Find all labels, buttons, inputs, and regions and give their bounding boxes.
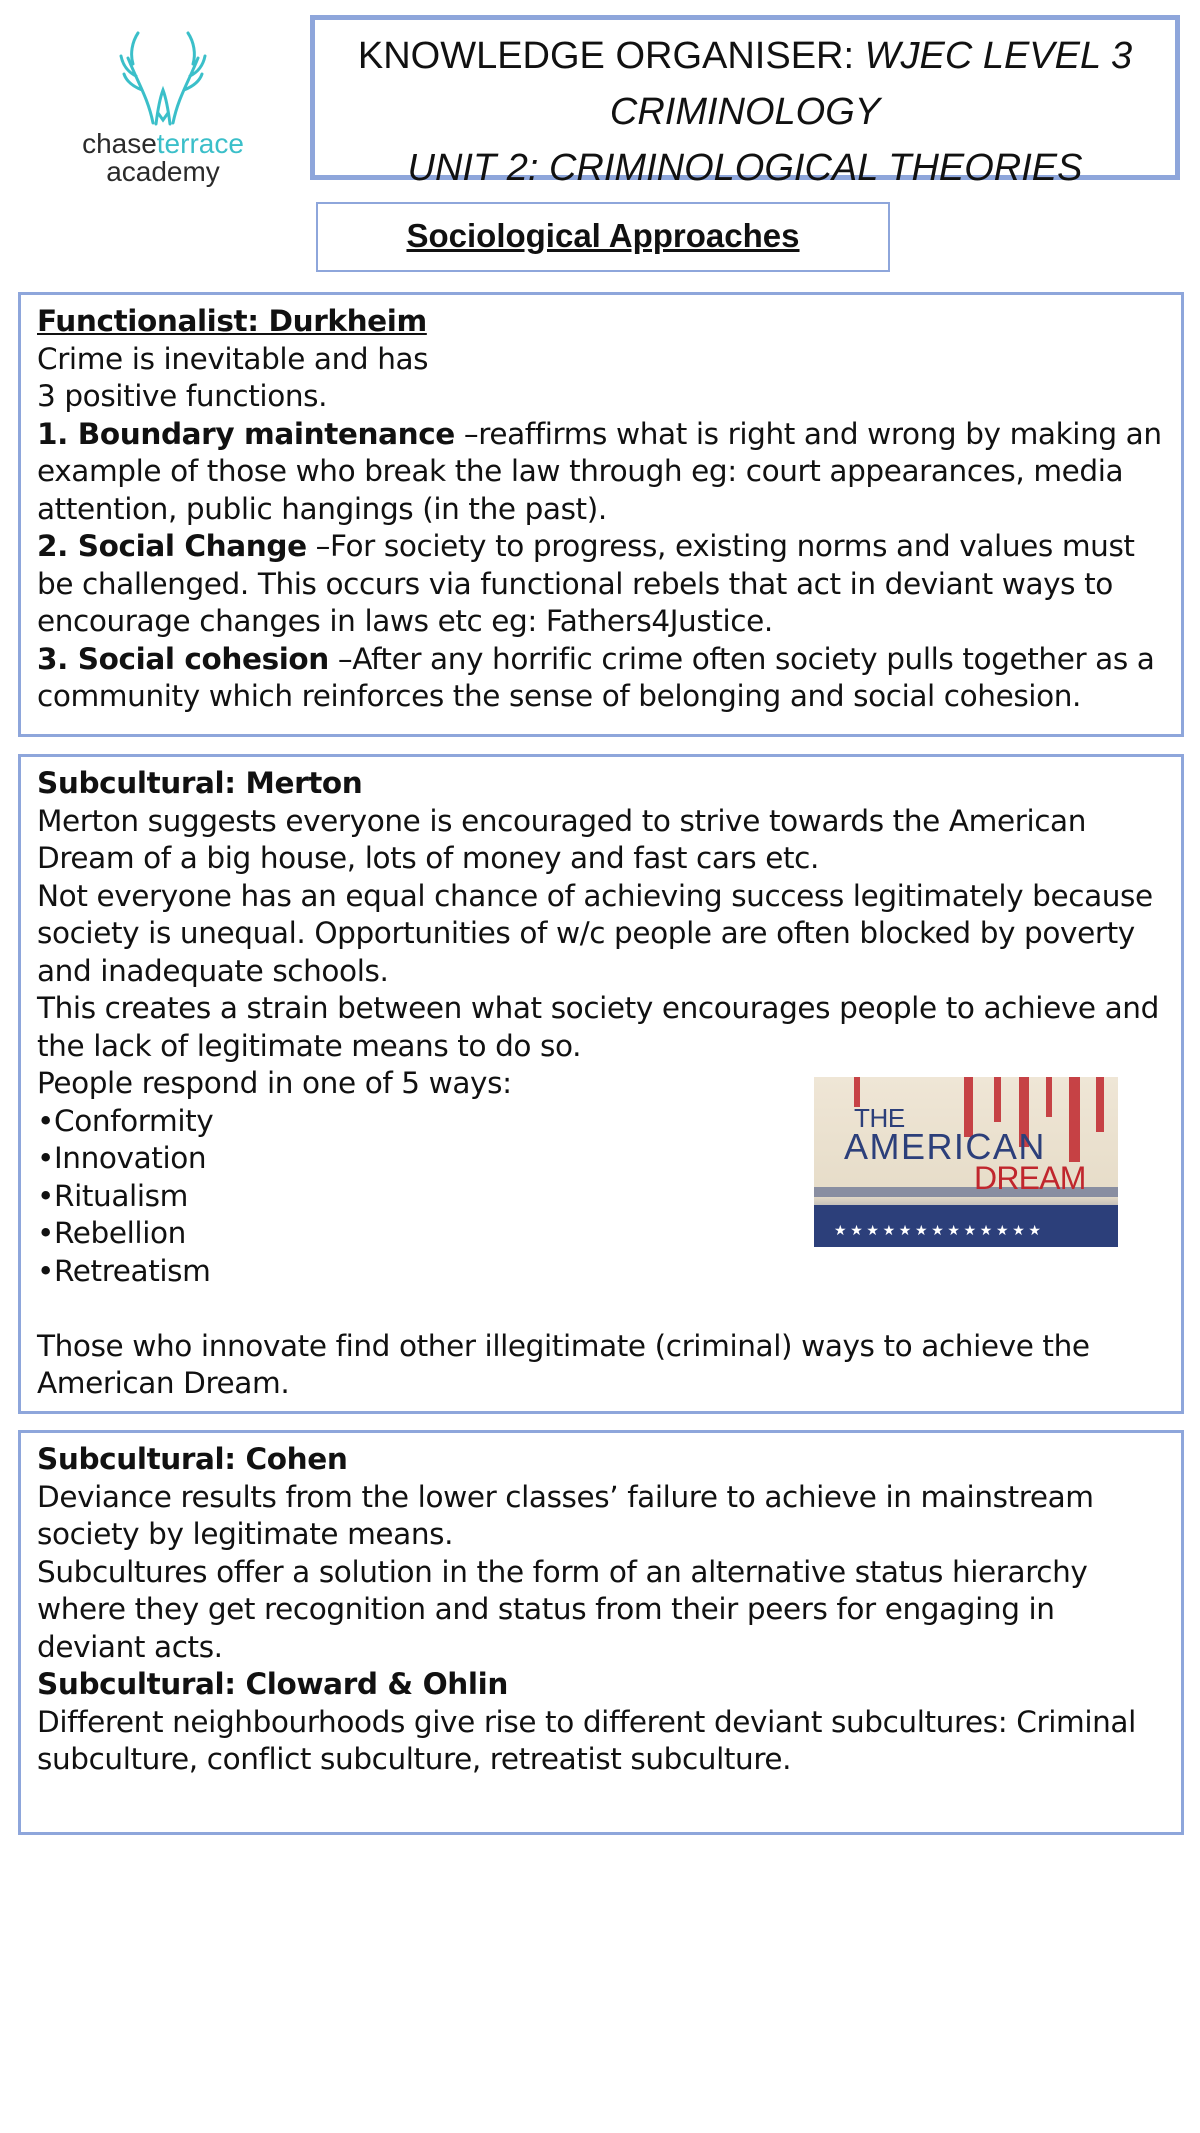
function-social-cohesion xyxy=(37,641,1165,716)
cloward-ohlin-heading: Subcultural: Cloward & Ohlin xyxy=(37,1667,508,1701)
logo-name-part1: chase xyxy=(82,128,157,159)
merton-paragraph-5: Those who innovate find other illegitimate (criminal) ways to achieve the American Dream. xyxy=(37,1328,1090,1400)
section-title: Sociological Approaches xyxy=(316,202,890,272)
cohen-paragraph-2: Subcultures offer a solution in the form of an alternative status hierarchy where they get recognition and status from their peers for engaging in deviant acts. xyxy=(37,1554,1088,1664)
function3-text: –After any horrific crime often society pulls together as a community which reinforces the sense of belonging and social cohesion. xyxy=(37,641,1155,713)
durkheim-intro-line2: 3 positive functions. xyxy=(37,379,328,413)
cloward-ohlin-paragraph: Different neighbourhoods give rise to different deviant subcultures: Criminal subculture, conflict subculture, retreatist subculture. xyxy=(37,1704,1136,1776)
cohen-paragraph-1: Deviance results from the lower classes’ failure to achieve in mainstream society by legitimate means. xyxy=(37,1479,1094,1551)
merton-paragraph-4: People respond in one of 5 ways: xyxy=(37,1066,512,1100)
function1-text: –reaffirms what is right and wrong by making an example of those who break the law through eg: court appearances, media attention, public hangings (in the past). xyxy=(37,416,1162,526)
image-text-the: THE xyxy=(854,1103,905,1133)
header-title-italic: WJEC LEVEL 3 xyxy=(864,35,1133,77)
header-title-box xyxy=(310,15,1180,189)
function-social-change xyxy=(37,528,1165,641)
list-item: •Innovation xyxy=(37,1141,207,1175)
svg-text:★ ★ ★ ★ ★ ★ ★ ★ ★ ★ ★ ★ ★: ★ ★ ★ ★ ★ ★ ★ ★ ★ ★ ★ ★ ★ xyxy=(834,1223,1041,1239)
cohen-panel xyxy=(18,1430,1184,1835)
list-item: •Retreatism xyxy=(37,1253,211,1288)
merton-paragraph-2: Not everyone has an equal chance of achieving success legitimately because society is unequal. Opportunities of w/c people are often blocked by poverty and inadequate schools. xyxy=(37,878,1153,988)
merton-heading: Subcultural: Merton xyxy=(37,766,363,800)
durkheim-intro-line1: Crime is inevitable and has xyxy=(37,341,429,376)
american-dream-image xyxy=(814,1077,1118,1247)
durkheim-heading: Functionalist: Durkheim xyxy=(37,304,427,338)
merton-panel xyxy=(18,754,1184,1414)
image-text-american: AMERICAN xyxy=(844,1126,1044,1167)
logo-name-part2: terrace xyxy=(156,128,244,159)
list-item: •Ritualism xyxy=(37,1178,188,1213)
cohen-heading: Subcultural: Cohen xyxy=(37,1442,348,1476)
logo-wordmark xyxy=(58,130,268,186)
image-text-dream: DREAM xyxy=(974,1160,1086,1196)
function2-label: 2. Social Change xyxy=(37,529,307,563)
durkheim-panel xyxy=(18,292,1184,737)
list-item: •Rebellion xyxy=(37,1216,186,1250)
function-boundary-maintenance xyxy=(37,416,1165,529)
logo-name-line2: academy xyxy=(106,156,220,187)
function1-label: 1. Boundary maintenance xyxy=(37,416,455,451)
stag-antlers-icon xyxy=(118,28,208,128)
list-item: •Conformity xyxy=(37,1103,214,1138)
header-line1 xyxy=(315,28,1175,84)
merton-paragraph-3: This creates a strain between what society encourages people to achieve and the lack of legitimate means to do so. xyxy=(37,991,1159,1063)
merton-paragraph-1: Merton suggests everyone is encouraged to strive towards the American Dream of a big house, lots of money and fast cars etc. xyxy=(37,803,1087,875)
school-logo xyxy=(58,28,268,198)
header-title-bold: KNOWLEDGE ORGANISER: xyxy=(357,35,865,77)
function3-label: 3. Social cohesion xyxy=(37,641,329,676)
header-line2: CRIMINOLOGY xyxy=(609,91,881,133)
header-line3: UNIT 2: CRIMINOLOGICAL THEORIES xyxy=(407,147,1083,189)
function2-text: –For society to progress, existing norms and values must be challenged. This occurs via functional rebels that act in deviant ways to encourage changes in laws etc eg: Fathers4Justice. xyxy=(37,529,1135,638)
